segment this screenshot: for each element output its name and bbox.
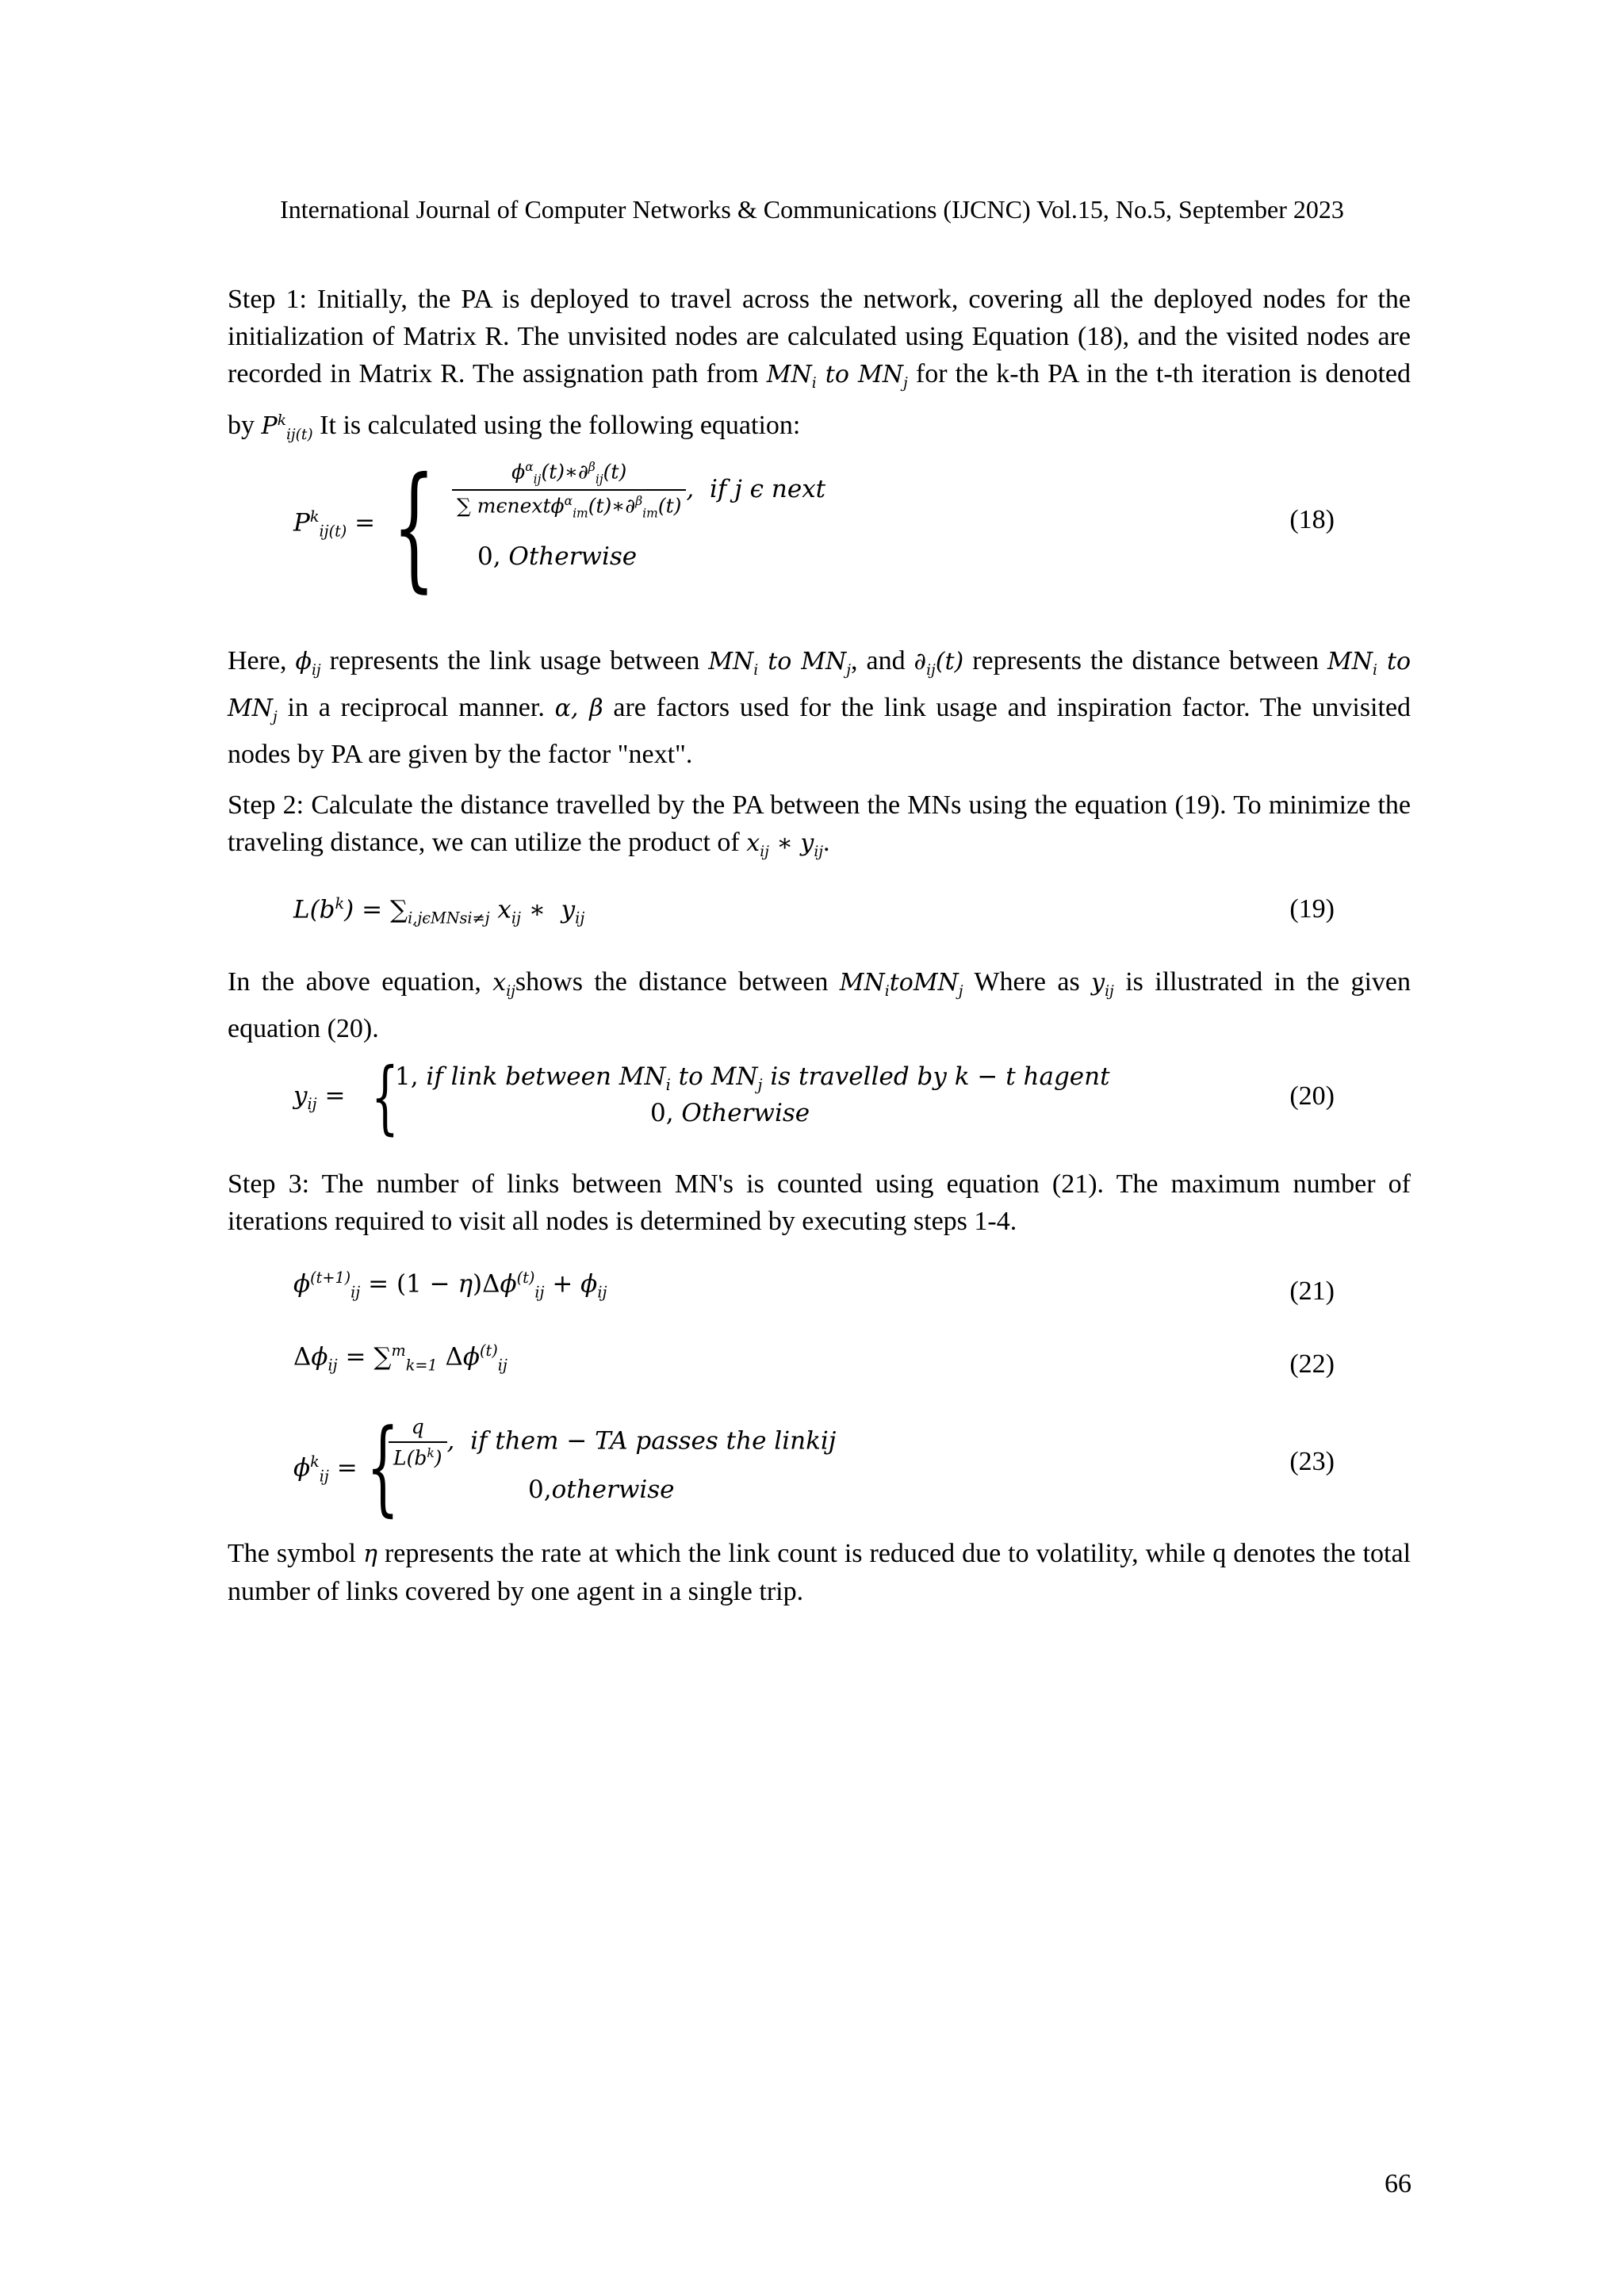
step1-line1: Step 1: Initially, the PA is deployed to travel across the network, covering all the deployed nodes: [228, 285, 1326, 314]
equation-20-number: (20): [1289, 1081, 1335, 1111]
equation-22-number: (22): [1289, 1349, 1335, 1379]
closing-text3: denotes the total number of links covered by one agent in a single trip.: [228, 1539, 1411, 1606]
inline-math-pkij: $P^k_{ij(t)}$: [261, 412, 313, 443]
here-text7: inspiration factor. The unvisited nodes by PA are given by the factor "next".: [228, 693, 1411, 769]
closing-text1: The symbol: [228, 1539, 356, 1568]
step1-line3a: visited nodes are recorded in Matrix R. The assignation path from: [228, 322, 1411, 388]
here-text4: between: [1228, 646, 1320, 675]
inline-math-path: $MN_i$ to $MN_j$: [766, 361, 908, 392]
closing-text2: represents the rate at which the link count is reduced due to volatility, while q: [384, 1539, 1227, 1568]
equation-21-number: (21): [1289, 1276, 1335, 1306]
here-text6: are factors used for the link usage and: [613, 693, 1047, 722]
equation-19-number: (19): [1289, 894, 1335, 924]
step1-paragraph: [228, 281, 1411, 453]
closing-paragraph: The symbol η represents the rate at which the link count is reduced due to volatility, while q denotes the total number of links covered by one agent in a single trip.: [228, 1539, 1411, 1606]
equation-18-number: (18): [1289, 505, 1335, 534]
step2-paragraph: Step 2: Calculate the distance travelled by the PA between the MNs using the equation (19). To minimize the traveling distance, we can utilize the product of $x_{ij}$ ∗ $y_{ij}$.: [228, 790, 1411, 860]
equation-19: $L(b^k) = \sum_{i,j\epsilon MNsi\ne j}$ $x_{ij}$ ∗ $y_{ij}$: [293, 894, 585, 928]
equation-22: $\Delta\phi_{ij} = \sum^m_{k=1}$ $\Delta\phi^{(t)}_{ij}$: [293, 1341, 508, 1375]
here-paragraph: Here, $\phi_{ij}$ represents the link usage between $MN_i$ to $MN_j$, and $\partial_{ij}(t)$ represents the distance between $MN_i$ to $MN_j$ in a reciprocal manner. α, β are factors used for the link usage and inspiration factor. The unvisited nodes by PA are given by the factor "next".: [228, 646, 1411, 769]
step3-line2: number of iterations required to visit all nodes is determined by executing steps 1-4.: [228, 1169, 1411, 1236]
above-paragraph: In the above equation, $x_{ij}shows$ the distance between $MN_itoMN_j$ Where as $y_{ij}$ is illustrated in the given equation (20).: [228, 967, 1411, 1043]
step1-line2: for the initialization of Matrix R. The unvisited nodes are calculated using Equation (18), and the: [228, 285, 1411, 351]
here-text3: represents the distance: [972, 646, 1220, 675]
here-text1: represents the link usage between: [329, 646, 700, 675]
step2-line2: minimize the traveling distance, we can utilize the product of: [228, 790, 1411, 857]
above-text5: given equation (20).: [228, 967, 1411, 1043]
journal-header: International Journal of Computer Networks & Communications (IJCNC) Vol.15, No.5, September 2023: [280, 195, 1344, 224]
step3-line1: Step 3: The number of links between MN's is counted using equation (21). The maximum: [228, 1169, 1281, 1199]
here-text2: , and: [851, 646, 906, 675]
above-text2: shows the distance between: [515, 967, 829, 997]
step1-line4b: It is calculated using the following equation:: [320, 411, 801, 440]
page-number: 66: [1385, 2169, 1411, 2198]
here-text5: in a reciprocal manner.: [287, 693, 545, 722]
above-text4: is illustrated in the: [1125, 967, 1340, 997]
above-text3: Where as: [974, 967, 1080, 997]
step1-line3b: for the k-th PA in: [915, 359, 1108, 388]
step3-paragraph: [228, 1165, 1411, 1240]
step2-line1: Step 2: Calculate the distance travelled by the PA between the MNs using the equation (19). To: [228, 790, 1262, 820]
equation-21: $\phi^{(t+1)}_{ij} = (1 - \eta)\Delta\phi^{(t)}_{ij} + \phi_{ij}$: [293, 1269, 607, 1302]
above-text1: In the above equation,: [228, 967, 481, 997]
equation-23-number: (23): [1289, 1447, 1335, 1476]
step1-line4a: the t-th iteration is denoted by: [228, 359, 1411, 440]
